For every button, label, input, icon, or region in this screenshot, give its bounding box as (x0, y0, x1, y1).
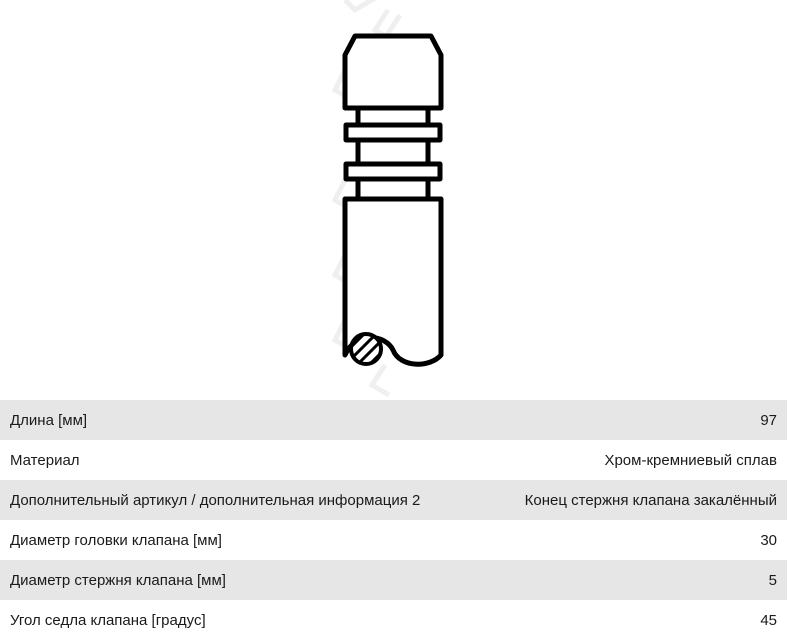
spec-value: Хром-кремниевый сплав (604, 451, 777, 469)
spec-value: 30 (760, 531, 777, 549)
spec-label: Диаметр стержня клапана [мм] (10, 571, 226, 589)
spec-value: 5 (768, 571, 777, 589)
spec-row-material (0, 440, 787, 480)
spec-label: Дополнительный артикул / дополнительная информация 2 (10, 491, 421, 509)
spec-row-seat-angle (0, 600, 787, 640)
spec-row-additional-info (0, 480, 787, 520)
spec-label: Материал (10, 451, 80, 469)
specs-table (0, 400, 787, 640)
spec-label: Диаметр головки клапана [мм] (10, 531, 222, 549)
spec-label: Длина [мм] (10, 411, 88, 429)
spec-row-stem-diameter (0, 560, 787, 600)
spec-row-head-diameter (0, 520, 787, 560)
spec-value: Конец стержня клапана закалённый (524, 491, 777, 509)
spec-row-length (0, 400, 787, 440)
spec-value: 45 (760, 611, 777, 629)
spec-label: Угол седла клапана [градус] (10, 611, 206, 629)
spec-value: 97 (760, 411, 777, 429)
